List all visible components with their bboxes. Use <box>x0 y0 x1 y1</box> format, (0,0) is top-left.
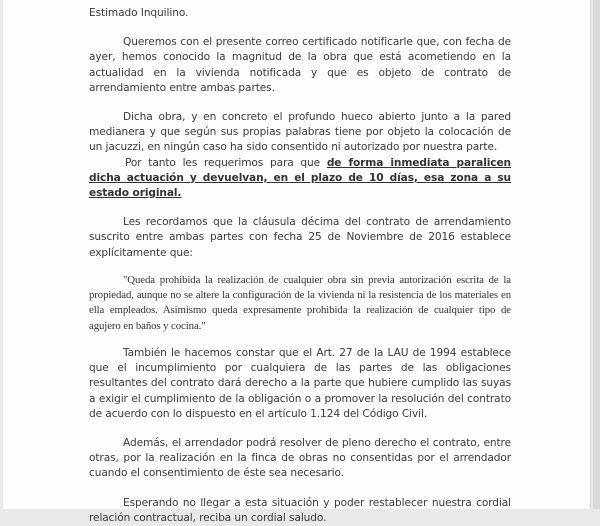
paragraph-lau-article: También le hacemos constar que el Art. 27 de la LAU de 1994 establece que el incumplimiento por cualquiera de las partes de las obligaciones resultantes del contrato dará derecho a la parte que hubiere cumplido las suyas a exigir el cumplimiento de la obligación o a promover la resolución del contrato de acuerdo con lo dispuesto en el artículo 1.124 del Código Civil. <box>89 347 511 420</box>
requirement-emphasis: de forma inmediata paralicen dicha actuación y devuelvan, en el plazo de 10 días, esa zona a su estado original. <box>89 156 511 200</box>
letter-body <box>89 6 511 526</box>
paragraph-contract-clause: Les recordamos que la cláusula décima del contrato de arrendamiento suscrito entre ambas partes con fecha 25 de Noviembre de 2016 establece explícitamente que: <box>89 216 511 259</box>
document-page <box>3 0 591 524</box>
paragraph-requirement <box>89 156 511 202</box>
paragraph-unauthorized-work: Dicha obra, y en concreto el profundo hueco abierto junto a la pared medianera y que según sus propias palabras tiene por objeto la colocación de un jacuzzi, en ningún caso ha sido consentido ni autorizado por nuestra parte. <box>89 111 511 154</box>
viewer-edge <box>593 0 600 509</box>
requirement-lead: Por tanto les requerimos para que <box>125 156 327 169</box>
paragraph-notification: Queremos con el presente correo certificado notificarle que, con fecha de ayer, hemos conocido la magnitud de la obra que está acometiendo en la actualidad en la vivienda notificada y que es objeto de contrato de arrendamiento entre ambas partes. <box>89 36 511 94</box>
paragraph-landlord-rights: Además, el arrendador podrá resolver de pleno derecho el contrato, entre otras, por la realización en la finca de obras no consentidas por el arrendador cuando el consentimiento de éste sea necesario. <box>89 437 511 480</box>
contract-quote: "Queda prohibida la realización de cualquier obra sin previa autorización escrita de la propiedad, aunque no se altere la configuración de la vivienda ni la resistencia de los materiales en ella empleados. Asimismo queda expresamente prohibida la realización de cualquier tipo de agujero en baños y cocina." <box>89 273 511 332</box>
closing: Esperando no llegar a esta situación y poder restablecer nuestra cordial relación contractual, reciba un cordial saludo. <box>89 496 511 524</box>
salutation: Estimado Inquilino. <box>89 7 189 19</box>
